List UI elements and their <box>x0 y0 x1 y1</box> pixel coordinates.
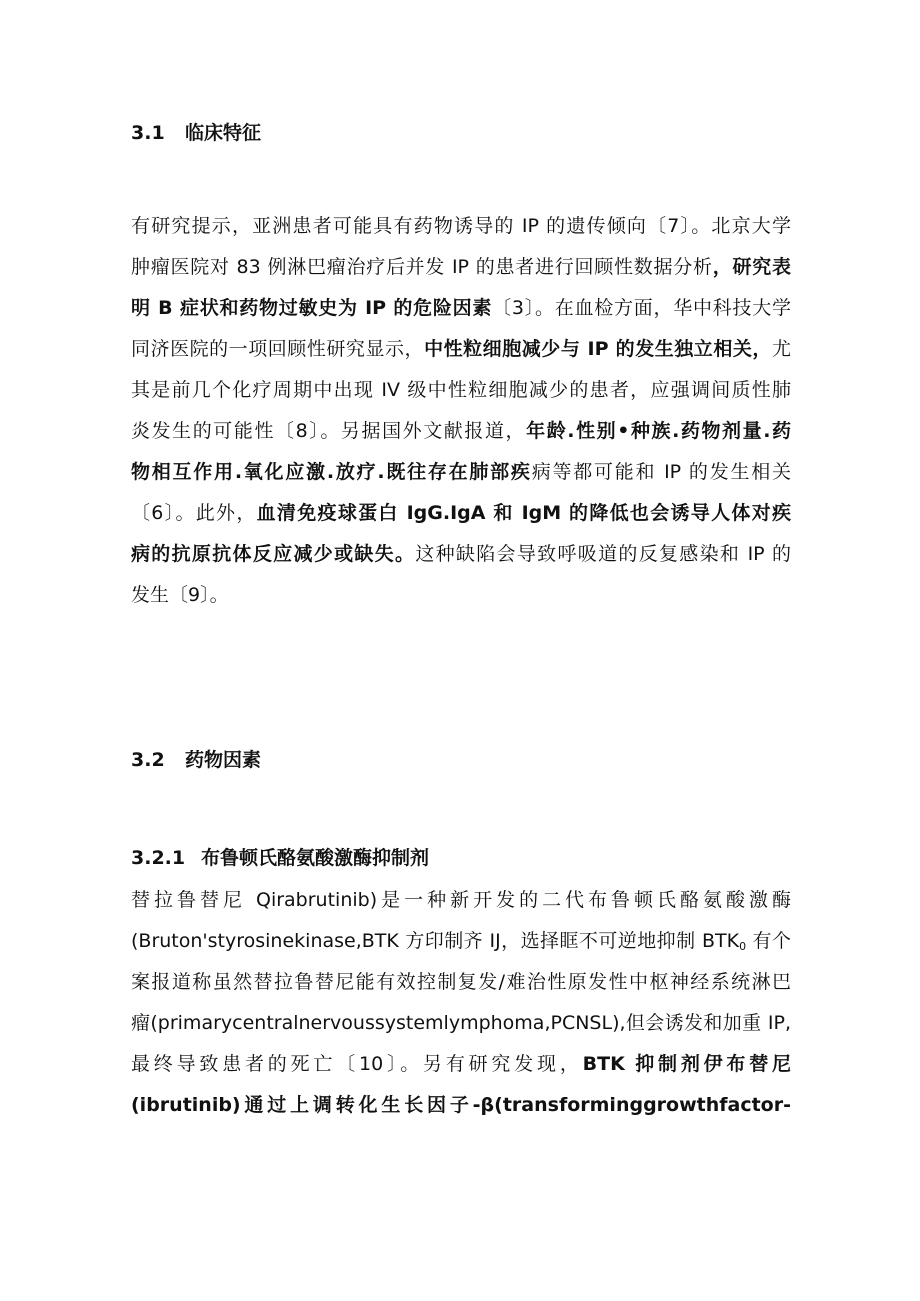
section-number: 3.1 <box>131 122 165 144</box>
text-line <box>131 962 791 1003</box>
text-run: 肿瘤医院对 83 例淋巴瘤治疗后并发 IP 的患者进行回顾性数据分析 <box>131 256 713 278</box>
text-run: 同济医院的一项回顾性研究显示， <box>131 338 425 360</box>
text-line <box>131 575 791 616</box>
text-line <box>131 288 791 329</box>
text-line <box>131 1085 791 1126</box>
text-run: 〔3〕。在血检方面，华中科技大学 <box>492 297 791 319</box>
text-run: 其是前几个化疗周期中出现 IV 级中性粒细胞减少的患者，应强调间质性肺 <box>131 379 791 401</box>
text-run: 案报道称虽然替拉鲁替尼能有效控制复发/难治性原发性中枢神经系统淋巴 <box>131 971 791 993</box>
bold-text: 明 B 症状和药物过敏史为 IP 的危险因素 <box>131 297 493 319</box>
section-title: 布鲁顿氏酪氨酸激酶抑制剂 <box>201 847 430 869</box>
bold-text: 血清免疫球蛋白 IgG.IgA 和 IgM 的降低也会诱导人体对疾 <box>256 502 791 524</box>
bold-text: ，研究表 <box>712 256 791 278</box>
text-line <box>131 1003 791 1044</box>
text-line <box>131 452 791 493</box>
section-number: 3.2 <box>131 749 165 771</box>
text-line <box>131 880 791 921</box>
text-line <box>131 247 791 288</box>
text-run: 最终导致患者的死亡〔10〕。另有研究发现， <box>131 1053 583 1075</box>
bold-text: 病的抗原抗体反应减少或缺失。 <box>131 543 416 565</box>
section-title: 药物因素 <box>185 749 262 771</box>
text-line <box>131 206 791 247</box>
bold-text: (ibrutinib)通过上调转化生长因子-β(transforminggrowthfactor- <box>131 1094 791 1116</box>
text-line <box>131 329 791 370</box>
bold-text: 年龄.性别•种族.药物剂量.药 <box>526 420 791 442</box>
section-heading-3-2 <box>131 745 261 772</box>
text-run: 替拉鲁替尼 Qirabrutinib)是一种新开发的二代布鲁顿氏酪氨酸激酶 <box>131 889 791 911</box>
text-run: 炎发生的可能性〔8〕。另据国外文献报道， <box>131 420 527 442</box>
bold-text: 物相互作用.氧化应激.放疗.既往存在肺部疾 <box>131 461 532 483</box>
text-line <box>131 493 791 534</box>
text-run: 瘤(primarycentralnervoussystemlymphoma,PCNSL),但会诱发和加重 IP, <box>131 1012 791 1034</box>
text-run: 有研究提示，亚洲患者可能具有药物诱导的 IP 的遗传倾向〔7〕。北京大学 <box>131 215 791 237</box>
section-title: 临床特征 <box>185 122 262 144</box>
bold-text: BTK 抑制剂伊布替尼 <box>582 1053 792 1075</box>
text-run: 尤 <box>771 338 791 360</box>
bold-text: 中性粒细胞减少与 IP 的发生独立相关， <box>424 338 772 360</box>
text-run: (Bruton'styrosinekinase,BTK 方印制齐 IJ，选择眶不可逆地抑制 BTK <box>131 930 740 952</box>
text-line <box>131 1044 791 1085</box>
text-line <box>131 534 791 575</box>
section-number: 3.2.1 <box>131 847 186 869</box>
text-line <box>131 411 791 452</box>
section-heading-3-1 <box>131 118 261 145</box>
text-run: 这种缺陷会导致呼吸道的反复感染和 IP 的 <box>415 543 791 565</box>
text-run: 病等都可能和 IP 的发生相关 <box>531 461 791 483</box>
text-run: 发生〔9〕。 <box>131 584 229 606</box>
paragraph-clinical-features <box>131 206 791 616</box>
text-line <box>131 921 791 962</box>
text-run: 有个 <box>746 930 791 952</box>
text-run: 0 <box>739 940 747 953</box>
text-run: 〔6〕。此外， <box>131 502 257 524</box>
text-line <box>131 370 791 411</box>
paragraph-btk-inhibitors <box>131 880 791 1126</box>
section-heading-3-2-1 <box>131 843 429 870</box>
